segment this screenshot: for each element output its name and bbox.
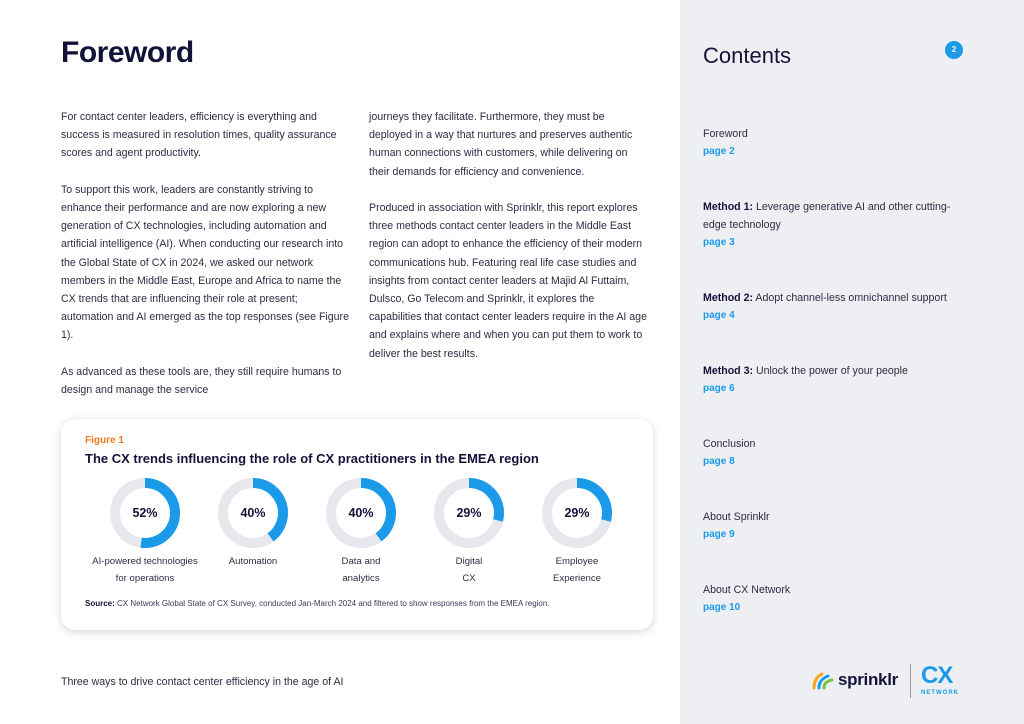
body-column-left xyxy=(61,108,351,417)
chart-title: The CX trends influencing the role of CX practitioners in the EMEA region xyxy=(85,451,539,466)
toc-page-link[interactable]: page 10 xyxy=(703,602,741,614)
toc-item-text: Foreword xyxy=(703,128,748,140)
donut-value-label: 40% xyxy=(240,506,266,520)
toc-page-link[interactable]: page 3 xyxy=(703,237,735,249)
toc-item[interactable] xyxy=(703,125,973,161)
category-label-line: Experience xyxy=(553,573,601,584)
body-paragraph: To support this work, leaders are constantly striving to enhance their performance and are now exploring a new generation of CX technologies, including automation and artificial intelligence (AI). When conducting our research into the Global State of CX in 2024, we asked our network members in the Middle East, Europe and Africa to name the CX trends that are influencing their role at present; automation and AI emerged as the top responses (see Figure 1). xyxy=(61,183,349,342)
figure-card xyxy=(61,419,653,630)
sprinklr-logo xyxy=(810,670,898,690)
sprinklr-wordmark: sprinklr xyxy=(838,670,898,689)
page-footer: Three ways to drive contact center efficiency in the age of AI xyxy=(61,676,344,688)
toc-item-text: Adopt channel-less omnichannel support xyxy=(753,292,947,304)
source-label: Source: xyxy=(85,599,115,608)
donut-value-label: 29% xyxy=(456,506,482,520)
donut-value-label: 40% xyxy=(348,506,374,520)
toc-page-link[interactable]: page 4 xyxy=(703,310,735,322)
category-label-line: analytics xyxy=(342,573,380,584)
contents-title: Contents xyxy=(703,43,792,68)
source-text: CX Network Global State of CX Survey, conducted Jan-March 2024 and filtered to show responses from the EMEA region. xyxy=(117,599,550,608)
toc-page-link[interactable]: page 2 xyxy=(703,146,735,158)
logo-divider xyxy=(910,664,911,698)
page-number-badge: 2 xyxy=(945,41,963,59)
figure-label: Figure 1 xyxy=(85,435,124,446)
toc-page-link[interactable]: page 8 xyxy=(703,456,735,468)
toc-item-text: Leverage generative AI and other cutting-edge technology xyxy=(703,201,951,232)
toc-method-label: Method 1: xyxy=(703,201,754,213)
body-column-right xyxy=(369,108,649,381)
toc-item[interactable] xyxy=(703,435,973,471)
toc-item-text: Unlock the power of your people xyxy=(753,365,908,377)
category-label-line: Digital xyxy=(455,556,483,567)
category-label-line: Employee xyxy=(555,556,599,567)
category-label-line: Data and xyxy=(341,556,381,567)
donut-category-label xyxy=(507,553,647,587)
sprinklr-leaf-icon xyxy=(810,670,834,690)
toc-method-label: Method 3: xyxy=(703,365,754,377)
toc-page-link[interactable]: page 6 xyxy=(703,383,735,395)
contents-sidebar xyxy=(680,0,1024,724)
category-label-line: Automation xyxy=(228,556,278,567)
toc-item[interactable] xyxy=(703,289,973,325)
toc-method-label: Method 2: xyxy=(703,292,754,304)
body-paragraph: For contact center leaders, efficiency is everything and success is measured in resolution times, quality assurance scores and agent productivity. xyxy=(61,111,337,160)
category-label-line: for operations xyxy=(115,573,175,584)
donut-value-label: 52% xyxy=(132,506,158,520)
page-title: Foreword xyxy=(61,36,194,69)
cx-network-subtitle: NETWORK xyxy=(921,690,959,696)
toc-item[interactable] xyxy=(703,362,973,398)
category-label-line: AI-powered technologies xyxy=(92,556,198,567)
body-paragraph: Produced in association with Sprinklr, this report explores three methods contact center leaders in the Middle East region can adopt to enhance the efficiency of their modern communications hub. Featuring real life case studies and insights from contact center leaders at Majid Al Futtaim, Dulsco, Go Telecom and Sprinklr, it explores the capabilities that contact center leaders require in the AI age and explains where and when you can put them to work to deliver the best results. xyxy=(369,202,647,360)
toc-page-link[interactable]: page 9 xyxy=(703,529,735,541)
body-paragraph: journeys they facilitate. Furthermore, they must be deployed in a way that nurtures and preserves authentic human connections with customers, while delivering on their demands for efficiency and convenience. xyxy=(369,111,633,178)
toc-item-text: About Sprinklr xyxy=(703,511,770,523)
donut-value-label: 29% xyxy=(564,506,590,520)
toc-item-text: About CX Network xyxy=(703,584,791,596)
cx-network-logo xyxy=(921,662,959,696)
body-paragraph: As advanced as these tools are, they still require humans to design and manage the service xyxy=(61,365,342,397)
cx-wordmark: CX xyxy=(921,662,953,689)
donut-chart xyxy=(507,477,647,587)
toc-item[interactable] xyxy=(703,198,973,253)
toc-item[interactable] xyxy=(703,581,973,617)
logo-bar xyxy=(810,662,970,700)
toc-item[interactable] xyxy=(703,508,973,544)
category-label-line: CX xyxy=(462,573,476,584)
toc-item-text: Conclusion xyxy=(703,438,756,450)
figure-source xyxy=(85,599,550,608)
